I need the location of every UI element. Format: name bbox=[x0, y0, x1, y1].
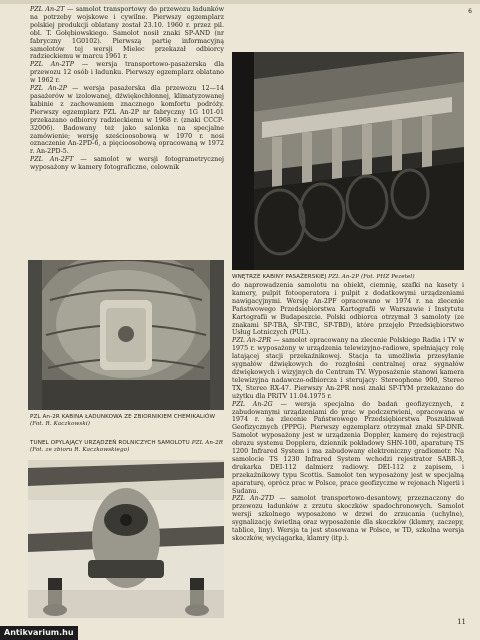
cabin-caption bbox=[232, 274, 464, 281]
page-number: 11 bbox=[457, 618, 466, 626]
paragraph-an2pf-cont bbox=[232, 282, 464, 337]
paragraph-lead: PZL An-2PR bbox=[232, 337, 271, 345]
paragraph-text: — samolot transportowo-desantowy, przeznaczony do przewozu ładunków z zrzutu skoczków spadochronowych. Samolot wersji szkolnego wyposażono w drzwi do zrzucania (uchylne), sygnalizację świetlną oraz wyposażenie dla skoczków (klamry, zaczepy, tablice, liny). Wersja ta jest stosowana w Polsce, w TD, szkolna wersja skoczków, wyciągarka, klamry (itp.). bbox=[232, 495, 465, 542]
paragraph-text: do naprowadzenia samolotu na obiekt, ciemnię, szafki na kasety i kamery, pulpit fotooperatora i pulpit z dodatkowymi urządzeniami nawigacyjnymi. Wersję An-2PF opracowano w 1974 r. na zlecenie Państwowego Przedsiębiorstwa Kartografii w Warszawie i Instytutu Kartografii w Budapeszcie. Polski odbiorca otrzymał 3 samoloty (ze znakami SP-TBA, SP-TBC, SP-TBD), które przejęło Przedsiębiorstwo Usług Lotniczych (PUL). bbox=[232, 282, 464, 337]
paragraph-text: — samolot opracowany na zlecenie Polskiego Radia i TV w 1975 r. wyposażony w urządzenia telewizyjno-radiowe, spełniający rolę latającej stacji przekaźnikowej. Stacja ta umożliwia przesyłanie sygnałów dźwiękowych do rozgłośni centralnej oraz sygnałów dźwiękowych i wizyjnych do Centrum TV. Wyposażenie stanowi kamera telewizyjna nadawczo-odbiorcza i sterujący: Stereophone 900, Stereo TX, Stereo RX-47. Pierwszy An-2PR nosi znaki SP-TYM przekazano do użytku dla PRiTV 11.04.1975 r. bbox=[232, 337, 464, 400]
caption-lead: PZL An-2R bbox=[191, 440, 224, 446]
left-column bbox=[30, 6, 224, 172]
tunnel-caption bbox=[30, 440, 224, 454]
aircraft-tunnel-photo bbox=[28, 460, 224, 618]
cargo-tank-image bbox=[28, 260, 224, 410]
paragraph-an2td bbox=[232, 495, 464, 542]
paragraph-an2p bbox=[30, 85, 224, 156]
caption-text: PZL An-2R KABINA ŁADUNKOWA ZE ZBIORNIKIEM CHEMIKALIÓW bbox=[30, 414, 216, 420]
caption-credit: (Fot. PHZ Pezetel) bbox=[359, 274, 415, 280]
aircraft-tunnel-image bbox=[28, 460, 224, 618]
paragraph-an2t bbox=[30, 6, 224, 61]
page-top-edge bbox=[0, 0, 480, 4]
caption-credit: (Fot. ze zbioru R. Kaczkowskiego) bbox=[30, 447, 130, 453]
paragraph-text: — samolot transportowy do przewozu ładunków na potrzeby wojskowe i cywilne. Pierwszy egzemplarz polskiej produkcji oblatany został 23.10. 1960 r. przez pil. obl. T. Gołębiowskiego. Samolot nosił znaki SP-AND (nr fabryczny 1G0102). Pierwszą partię informacyjną samolotów tej wersji Mielec przekazał odbiorcy radzieckiemu w marcu 1961 r. bbox=[30, 6, 224, 61]
paragraph-lead: PZL An-2G bbox=[232, 400, 273, 408]
passenger-cabin-image bbox=[232, 52, 464, 270]
paragraph-text: — wersja pasażerska dla przewozu 12—14 pasażerów w izolowanej, dźwiękochłonnej, klimatyzowanej kabinie z zachowaniem znacznego komfortu podróży. Pierwszy egzemplarz PZL An-2P nr fabryczny 1G 101-01 przekazano odbiorcy radzieckiemu w 1968 r. (znaki CCCP-32006). Badowany też jako salonka na specjalne zamówienie; wersję sześcioosobową w 1970 r. nosi oznaczenie An-2PD-6, a pięcioosobową opracowaną w 1972 r. An-2PD-5. bbox=[30, 85, 224, 156]
right-column bbox=[232, 282, 464, 543]
watermark: Antikvarium.hu bbox=[0, 626, 78, 640]
corner-mark: 6 bbox=[468, 8, 472, 15]
caption-lead: PZL An-2P bbox=[328, 274, 360, 280]
paragraph-an2ft bbox=[30, 156, 224, 172]
caption-credit: (Fot. R. Kaczkowski) bbox=[30, 421, 91, 427]
paragraph-lead: PZL An-2TD bbox=[232, 495, 275, 503]
paragraph-lead: PZL An-2FT bbox=[30, 156, 74, 164]
tank-caption bbox=[30, 414, 224, 428]
paragraph-an2g bbox=[232, 401, 464, 496]
paragraph-text: — wersja specjalna do badań geofizycznych, z zabudowanymi urządzeniami do prac w podczerwieni, opracowana w 1974 r. na zlecenie Państwowego Przedsiębiorstwa Poszukiwań Geofizycznych (PPPG). Pierwszy egzemplarz otrzymał znaki SP-DNR. Samolot wyposażony jest w urządzenia Doppler, kamerę do rejestracji obrazu systemu Dopplera, dziennik pokładowy SHN-100, aparaturę TS 1200 Infrared System i ma zabudowany elektroniczny gradiometr. Na samolocie TS 1230 Infrared System wchodzi rejestrator SABR-3, drukarka DEI-112 dalmierz radiowy. DEI-112 z zapisem, i przekaźnikowy typu Scottis. Samolot ten wyposażony jest w specjalną aparaturę, oprócz prac w Polsce, prace geofizyczne w rejonach Nigerii i Sudanu. bbox=[232, 400, 464, 495]
paragraph-lead: PZL An-2P bbox=[30, 85, 68, 93]
paragraph-lead: PZL An-2T bbox=[30, 6, 65, 13]
paragraph-text: — wersja transportowo-pasażerska dla przewozu 12 osób i ładunku. Pierwszy egzemplarz oblatano w 1962 r. bbox=[30, 61, 225, 85]
paragraph-an2pr bbox=[232, 337, 464, 400]
passenger-cabin-photo bbox=[232, 52, 464, 270]
paragraph-lead: PZL An-2TP bbox=[30, 61, 75, 69]
paragraph-text: — samolot w wersji fotogrametrycznej wyposażony w kamery fotograficzne, celownik bbox=[30, 156, 224, 172]
paragraph-an2tp bbox=[30, 61, 224, 85]
caption-text: TUNEL OPYLAJĄCY URZĄDZEŃ ROLNICZYCH SAMOLOTU bbox=[30, 440, 192, 446]
caption-text: WNĘTRZE KABINY PASAŻERSKIEJ bbox=[232, 274, 329, 280]
cargo-tank-photo bbox=[28, 260, 224, 410]
